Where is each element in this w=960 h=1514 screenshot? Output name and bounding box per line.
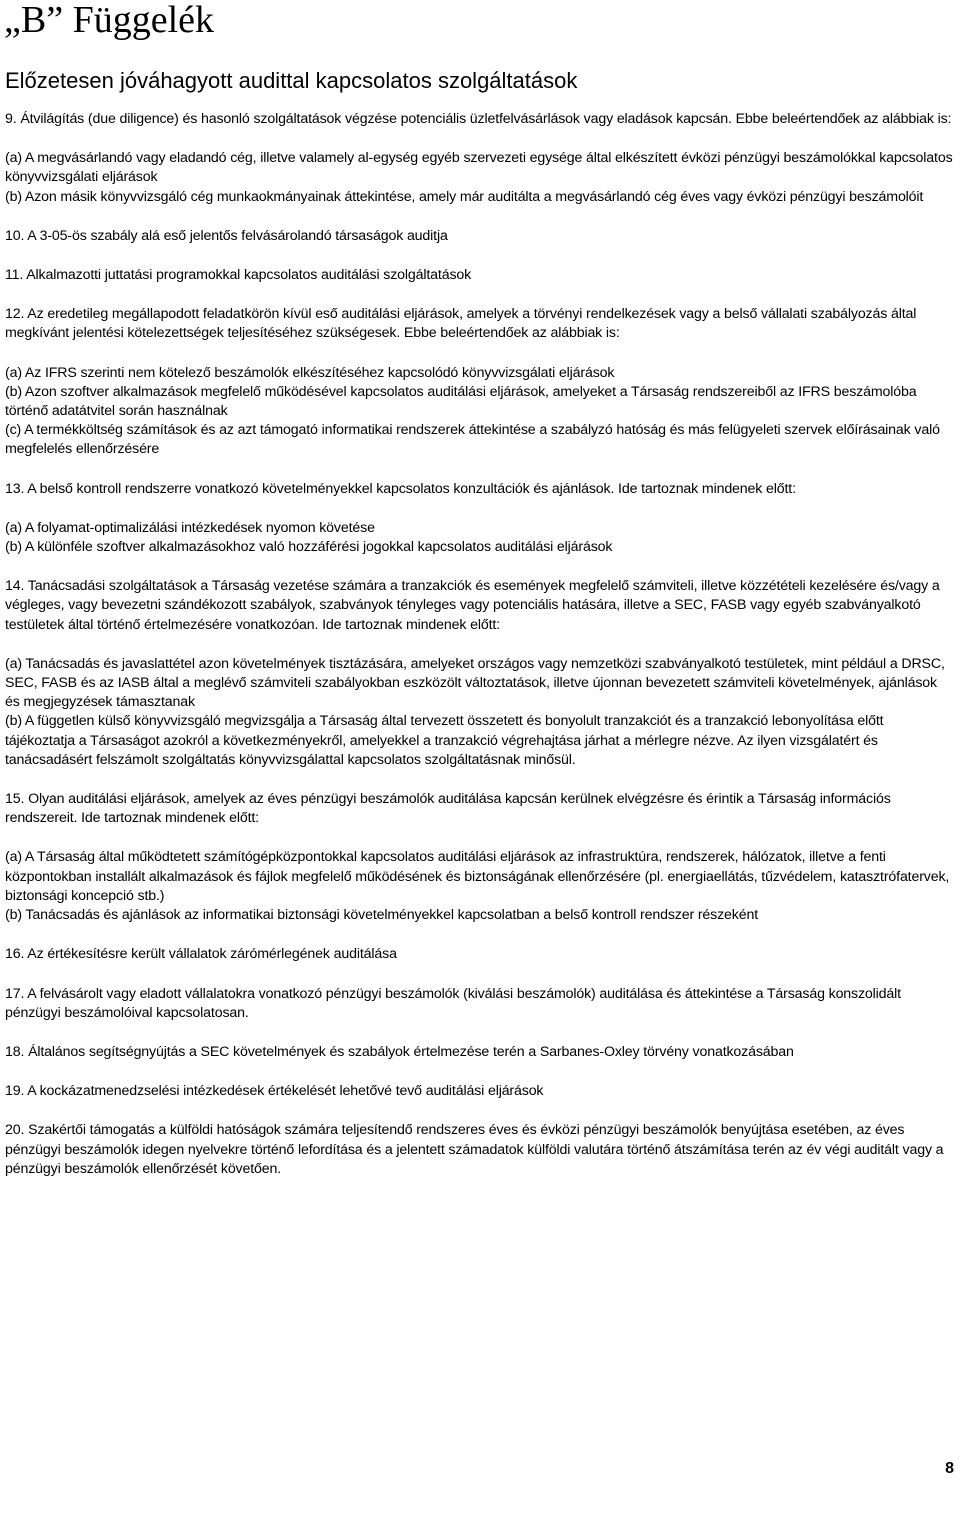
- appendix-subtitle: Előzetesen jóváhagyott audittal kapcsolatos szolgáltatások: [5, 68, 578, 93]
- service-subitem: (b) Azon szoftver alkalmazások megfelelő működésével kapcsolatos auditálási eljárások, amelyeket a Társaság rendszereiből az IFRS beszámolóba történő adatátvitel során használnak: [5, 383, 917, 420]
- service-subitem: (a) Tanácsadás és javaslattétel azon követelmények tisztázására, amelyeket országos vagy nemzetközi szabványalkotó testületek, mint például a DRSC, SEC, FASB és az IASB által a meglévő számviteli szabályokban eszközölt változtatások, illetve újonnan bevezetett számviteli követelmények, ajánlások és megjegyzések támasztanak: [5, 655, 945, 711]
- service-item: [5, 1043, 955, 1062]
- page-number: 8: [945, 1460, 954, 1477]
- service-heading: 12. Az eredetileg megállapodott feladatkörön kívül eső auditálási eljárások, amelyek a törvényi rendelkezések vagy a belső vállalati szabályozás által megkívánt jelentési kötelezettségek teljesítéséhez szükségesek. Ebbe beleértendőek az alábbiak is:: [5, 306, 917, 342]
- service-subitem: (b) A különféle szoftver alkalmazásokhoz való hozzáférési jogokkal kapcsolatos auditálási eljárások: [5, 539, 613, 556]
- service-subitem: (b) Tanácsadás és ajánlások az informatikai biztonsági követelményekkel kapcsolatban a belső kontroll rendszer részeként: [5, 907, 759, 924]
- service-item: [5, 227, 955, 246]
- services-list: [5, 90, 955, 1179]
- service-heading: 9. Átvilágítás (due diligence) és hasonló szolgáltatások végzése potenciális üzletfelvásárlások vagy eladások kapcsán. Ebbe beleértendőek az alábbiak is:: [5, 111, 952, 127]
- service-subitem: (a) Az IFRS szerinti nem kötelező beszámolók elkészítéséhez kapcsolódó könyvvizsgálati eljárások: [5, 364, 615, 381]
- service-item: [5, 1121, 955, 1179]
- service-item: [5, 985, 955, 1023]
- service-subitem: (a) A folyamat-optimalizálási intézkedések nyomon követése: [5, 519, 375, 536]
- service-subitem: (b) A független külső könyvvizsgáló megvizsgálja a Társaság által tervezett összetett és bonyolult tranzakciót és a tranzakció lebonyolítása előtt tájékoztatja a Társaságot azokról a következményekről, amelyekkel a tranzakció végrehajtása járhat a mérlegre nézve. Az ilyen vizsgálatért és tanácsadásért felszámolt szolgáltatás könyvvizsgálattal kapcsolatos szolgáltatásnak minősül.: [5, 713, 884, 768]
- service-heading: 11. Alkalmazotti juttatási programokkal kapcsolatos auditálási szolgáltatások: [5, 267, 472, 284]
- service-item: [5, 305, 955, 459]
- service-subitem: (a) A Társaság által működtetett számítógépközpontokkal kapcsolatos auditálási eljárások az infrastruktúra, rendszerek, hálózatok, illetve a fenti központokban installált alkalmazások és fájlok megfelelő működésének és biztonságának ellenőrzésére (pl. energiaellátás, tűzvédelem, katasztrófatervek, biztonsági koncepció stb.): [5, 849, 950, 904]
- service-item: [5, 266, 955, 285]
- service-item: [5, 577, 955, 770]
- service-heading: 20. Szakértői támogatás a külföldi hatóságok számára teljesítendő rendszeres éves és évközi pénzügyi beszámolók benyújtása esetében, az éves pénzügyi beszámolók idegen nyelvekre történő lefordítása és a jelentett számadatok külföldi valutára történő átszámítása terén az év végi auditált vagy a pénzügyi beszámolók ellenőrzését követően.: [5, 1122, 944, 1177]
- service-heading: 10. A 3-05-ös szabály alá eső jelentős felvásárolandó társaságok auditja: [5, 227, 448, 244]
- service-item: [5, 480, 955, 558]
- service-heading: 18. Általános segítségnyújtás a SEC követelmények és szabályok értelmezése terén a Sarbanes-Oxley törvény vonatkozásában: [5, 1043, 794, 1060]
- service-item: [5, 110, 955, 207]
- service-item: [5, 945, 955, 964]
- service-subitem: (a) A megvásárlandó vagy eladandó cég, illetve valamely al-egység egyéb szervezeti egysége által elkészített évközi pénzügyi beszámolókkal kapcsolatos könyvvizsgálati eljárások: [5, 150, 953, 186]
- service-item: [5, 1082, 955, 1101]
- service-item: [5, 790, 955, 925]
- service-subitem: (c) A termékköltség számítások és az azt támogató informatikai rendszerek áttekintése a szabályzó hatóság és más felügyeleti szervek előírásainak való megfelelés ellenőrzésére: [5, 422, 940, 458]
- service-heading: 16. Az értékesítésre került vállalatok zárómérlegének auditálása: [5, 946, 397, 963]
- service-heading: 17. A felvásárolt vagy eladott vállalatokra vonatkozó pénzügyi beszámolók (kiválási beszámolók) auditálása és áttekintése a Társaság konszolidált pénzügyi beszámolóival kapcsolatosan.: [5, 985, 901, 1021]
- service-heading: 15. Olyan auditálási eljárások, amelyek az éves pénzügyi beszámolók auditálása kapcsán kerülnek elvégzésre és érintik a Társaság információs rendszereit. Ide tartoznak mindenek előtt:: [5, 791, 891, 827]
- service-heading: 14. Tanácsadási szolgáltatások a Társaság vezetése számára a tranzakciók és események megfelelő számviteli, illetve közzétételi kezelésére és/vagy a végleges, vagy bevezetni szándékozott szabályok, szabványok tényleges vagy potenciális hatására, illetve a SEC, FASB vagy egyéb szabványalkotó testületek által történő értelmezésére vonatkozóan. Ide tartoznak mindenek előtt:: [5, 578, 940, 633]
- service-subitem: (b) Azon másik könyvvizsgáló cég munkaokmányainak áttekintése, amely már auditálta a megvásárlandó cég éves vagy évközi pénzügyi beszámolóit: [5, 188, 924, 205]
- service-heading: 13. A belső kontroll rendszerre vonatkozó követelményekkel kapcsolatos konzultációk és ajánlások. Ide tartoznak mindenek előtt:: [5, 480, 796, 497]
- appendix-title: „B” Függelék: [4, 0, 215, 41]
- service-heading: 19. A kockázatmenedzselési intézkedések értékelését lehetővé tevő auditálási eljárások: [5, 1083, 544, 1100]
